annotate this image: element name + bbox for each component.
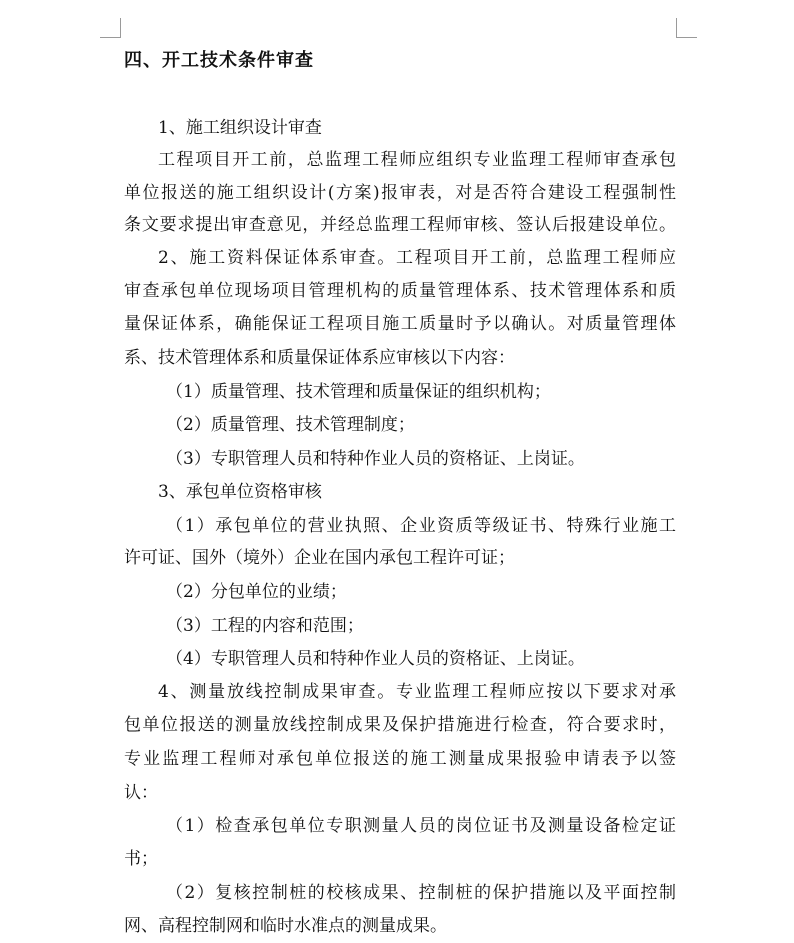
list-item: （3）工程的内容和范围； xyxy=(166,616,364,636)
paragraph-line: 4、测量放线控制成果审查。专业监理工程师应按以下要求对承 xyxy=(158,682,676,702)
list-item-continuation: 网、高程控制网和临时水准点的测量成果。 xyxy=(124,916,447,936)
paragraph-line: 工程项目开工前，总监理工程师应组织专业监理工程师审查承包 xyxy=(158,150,676,170)
list-item: （1）承包单位的营业执照、企业资质等级证书、特殊行业施工 xyxy=(166,516,676,536)
list-item: （2）复核控制桩的校核成果、控制桩的保护措施以及平面控制 xyxy=(166,883,676,903)
section-heading: 四、开工技术条件审查 xyxy=(124,50,314,71)
crop-mark-left-horizontal xyxy=(100,37,121,38)
list-item: （2）分包单位的业绩； xyxy=(166,582,347,602)
list-item-continuation: 书； xyxy=(124,849,158,869)
paragraph-line: 认： xyxy=(124,783,158,803)
paragraph-line: 包单位报送的测量放线控制成果及保护措施进行检查，符合要求时， xyxy=(124,715,676,735)
list-item: （1）检查承包单位专职测量人员的岗位证书及测量设备检定证 xyxy=(166,816,676,836)
paragraph-line: 审查承包单位现场项目管理机构的质量管理体系、技术管理体系和质 xyxy=(124,281,676,301)
paragraph-line: 条文要求提出审查意见，并经总监理工程师审核、签认后报建设单位。 xyxy=(124,215,676,235)
list-item: （1）质量管理、技术管理和质量保证的组织机构； xyxy=(166,382,551,402)
list-item: （2）质量管理、技术管理制度； xyxy=(166,415,415,435)
crop-mark-left-vertical xyxy=(120,18,121,38)
list-item: （4）专职管理人员和特种作业人员的资格证、上岗证。 xyxy=(166,649,585,669)
subheading-3: 3、承包单位资格审核 xyxy=(158,482,322,502)
paragraph-line: 系、技术管理体系和质量保证体系应审核以下内容： xyxy=(124,348,515,368)
crop-mark-right-vertical xyxy=(676,18,677,38)
subheading-1: 1、施工组织设计审查 xyxy=(158,118,322,138)
list-item-continuation: 许可证、国外（境外）企业在国内承包工程许可证； xyxy=(124,548,515,568)
paragraph-line: 专业监理工程师对承包单位报送的施工测量成果报验申请表予以签 xyxy=(124,749,676,769)
paragraph-line: 单位报送的施工组织设计(方案)报审表，对是否符合建设工程强制性 xyxy=(124,183,676,203)
crop-mark-right-horizontal xyxy=(676,37,697,38)
list-item: （3）专职管理人员和特种作业人员的资格证、上岗证。 xyxy=(166,449,585,469)
paragraph-line: 2、施工资料保证体系审查。工程项目开工前，总监理工程师应 xyxy=(158,248,676,268)
paragraph-line: 量保证体系，确能保证工程项目施工质量时予以确认。对质量管理体 xyxy=(124,314,676,334)
